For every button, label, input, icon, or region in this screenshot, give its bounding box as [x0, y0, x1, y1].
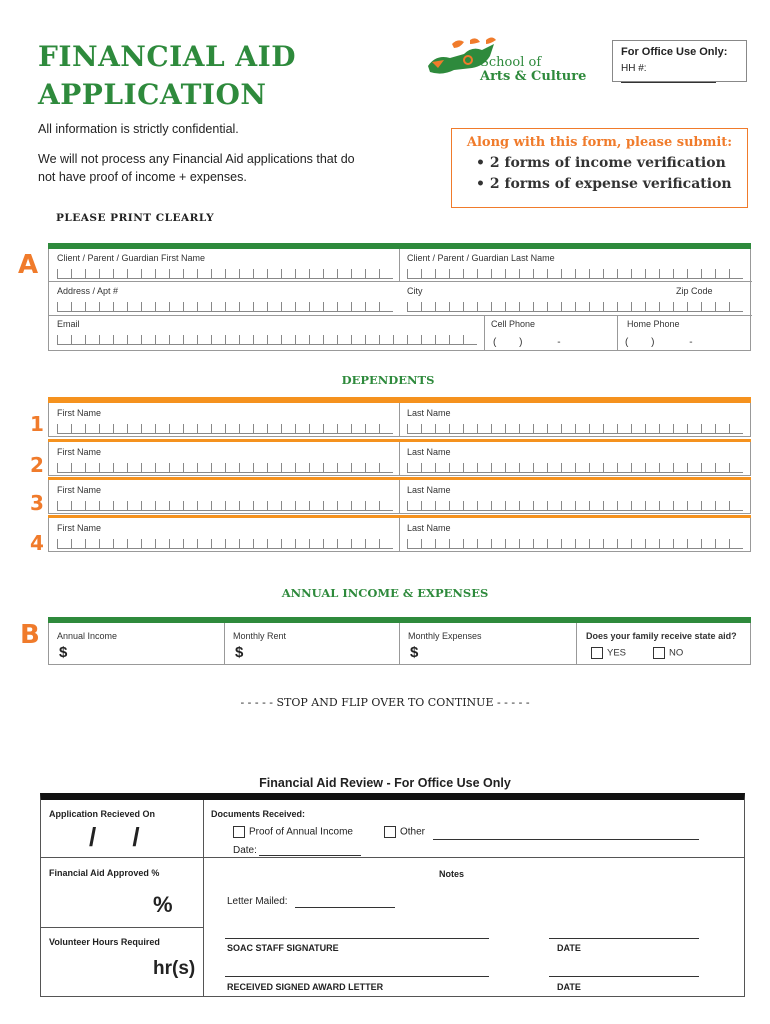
print-clearly-label: PLEASE PRINT CLEARLY: [56, 212, 215, 224]
volunteer-hours-field[interactable]: hr(s): [153, 958, 196, 979]
section-a-letter: A: [18, 250, 39, 280]
section-a-grid: Client / Parent / Guardian First Name Client / Parent / Guardian Last Name Address / Apt # City Zip Code Email Cell Phone ( ) - Home Phone ( ) -: [48, 249, 751, 351]
dependent-number-3: 3: [30, 491, 44, 515]
dependent-2-last-input[interactable]: [407, 463, 743, 473]
state-aid-yes-checkbox[interactable]: YES: [591, 647, 626, 659]
logo-text: School of Arts & Culture: [480, 55, 587, 84]
page-title: FINANCIAL AID APPLICATION: [38, 40, 297, 111]
dependent-row-4: First Name Last Name: [48, 518, 751, 552]
dependent-3-last-input[interactable]: [407, 501, 743, 511]
application-date-field[interactable]: / /: [89, 822, 140, 852]
address-input[interactable]: [57, 302, 393, 312]
dependent-2-first-input[interactable]: [57, 463, 393, 473]
dependent-1-last-input[interactable]: [407, 424, 743, 434]
fa-approved-percent-field[interactable]: %: [153, 892, 173, 917]
dependent-4-first-input[interactable]: [57, 539, 393, 549]
hh-number-field[interactable]: HH #:: [621, 63, 738, 86]
monthly-rent-input[interactable]: $: [235, 644, 244, 661]
monthly-expenses-input[interactable]: $: [410, 644, 419, 661]
submit-requirements-box: Along with this form, please submit: • 2 forms of income verification • 2 forms of expense verification: [451, 128, 748, 208]
intro-text: All information is strictly confidential. We will not process any Financial Aid applications that do not have proof of income + expenses.: [38, 122, 355, 184]
office-review-box: Application Recieved On / / Documents Received: Proof of Annual Income Other Date: Financial Aid Approved % % Notes Letter Mailed: Volunteer Hours Required hr(s) SOAC STAFF SIGNATURE DATE RECEIVED SIGNED AWARD LETTER DATE: [40, 793, 745, 997]
office-use-box: For Office Use Only: HH #:: [612, 40, 747, 82]
proof-income-checkbox[interactable]: Proof of Annual Income: [233, 826, 353, 838]
other-checkbox[interactable]: Other: [384, 826, 425, 838]
dependent-row-1: First Name Last Name: [48, 403, 751, 437]
dependent-number-1: 1: [30, 412, 44, 436]
home-phone-input[interactable]: ( ) -: [625, 337, 693, 348]
dependents-grid: [48, 403, 751, 551]
last-name-input[interactable]: [407, 269, 743, 279]
cell-phone-input[interactable]: ( ) -: [493, 337, 561, 348]
dependent-number-4: 4: [30, 531, 44, 555]
email-input[interactable]: [57, 335, 477, 345]
annual-income-input[interactable]: $: [59, 644, 68, 661]
dependent-4-last-input[interactable]: [407, 539, 743, 549]
review-title: Financial Aid Review - For Office Use Only: [259, 776, 511, 790]
dependents-title: DEPENDENTS: [341, 373, 435, 387]
income-expenses-title: ANNUAL INCOME & EXPENSES: [281, 586, 489, 600]
state-aid-no-checkbox[interactable]: NO: [653, 647, 683, 659]
dependent-row-2: First Name Last Name: [48, 442, 751, 476]
dependent-number-2: 2: [30, 453, 44, 477]
section-b-grid: Annual Income $ Monthly Rent $ Monthly Expenses $ Does your family receive state aid? YES NO: [48, 623, 751, 665]
city-zip-input[interactable]: [407, 302, 743, 312]
dependent-3-first-input[interactable]: [57, 501, 393, 511]
section-b-letter: B: [20, 620, 40, 650]
stop-flip-notice: - - - - - STOP AND FLIP OVER TO CONTINUE - - - - -: [240, 696, 530, 709]
dependent-row-3: First Name Last Name: [48, 480, 751, 514]
dependent-1-first-input[interactable]: [57, 424, 393, 434]
first-name-input[interactable]: [57, 269, 393, 279]
